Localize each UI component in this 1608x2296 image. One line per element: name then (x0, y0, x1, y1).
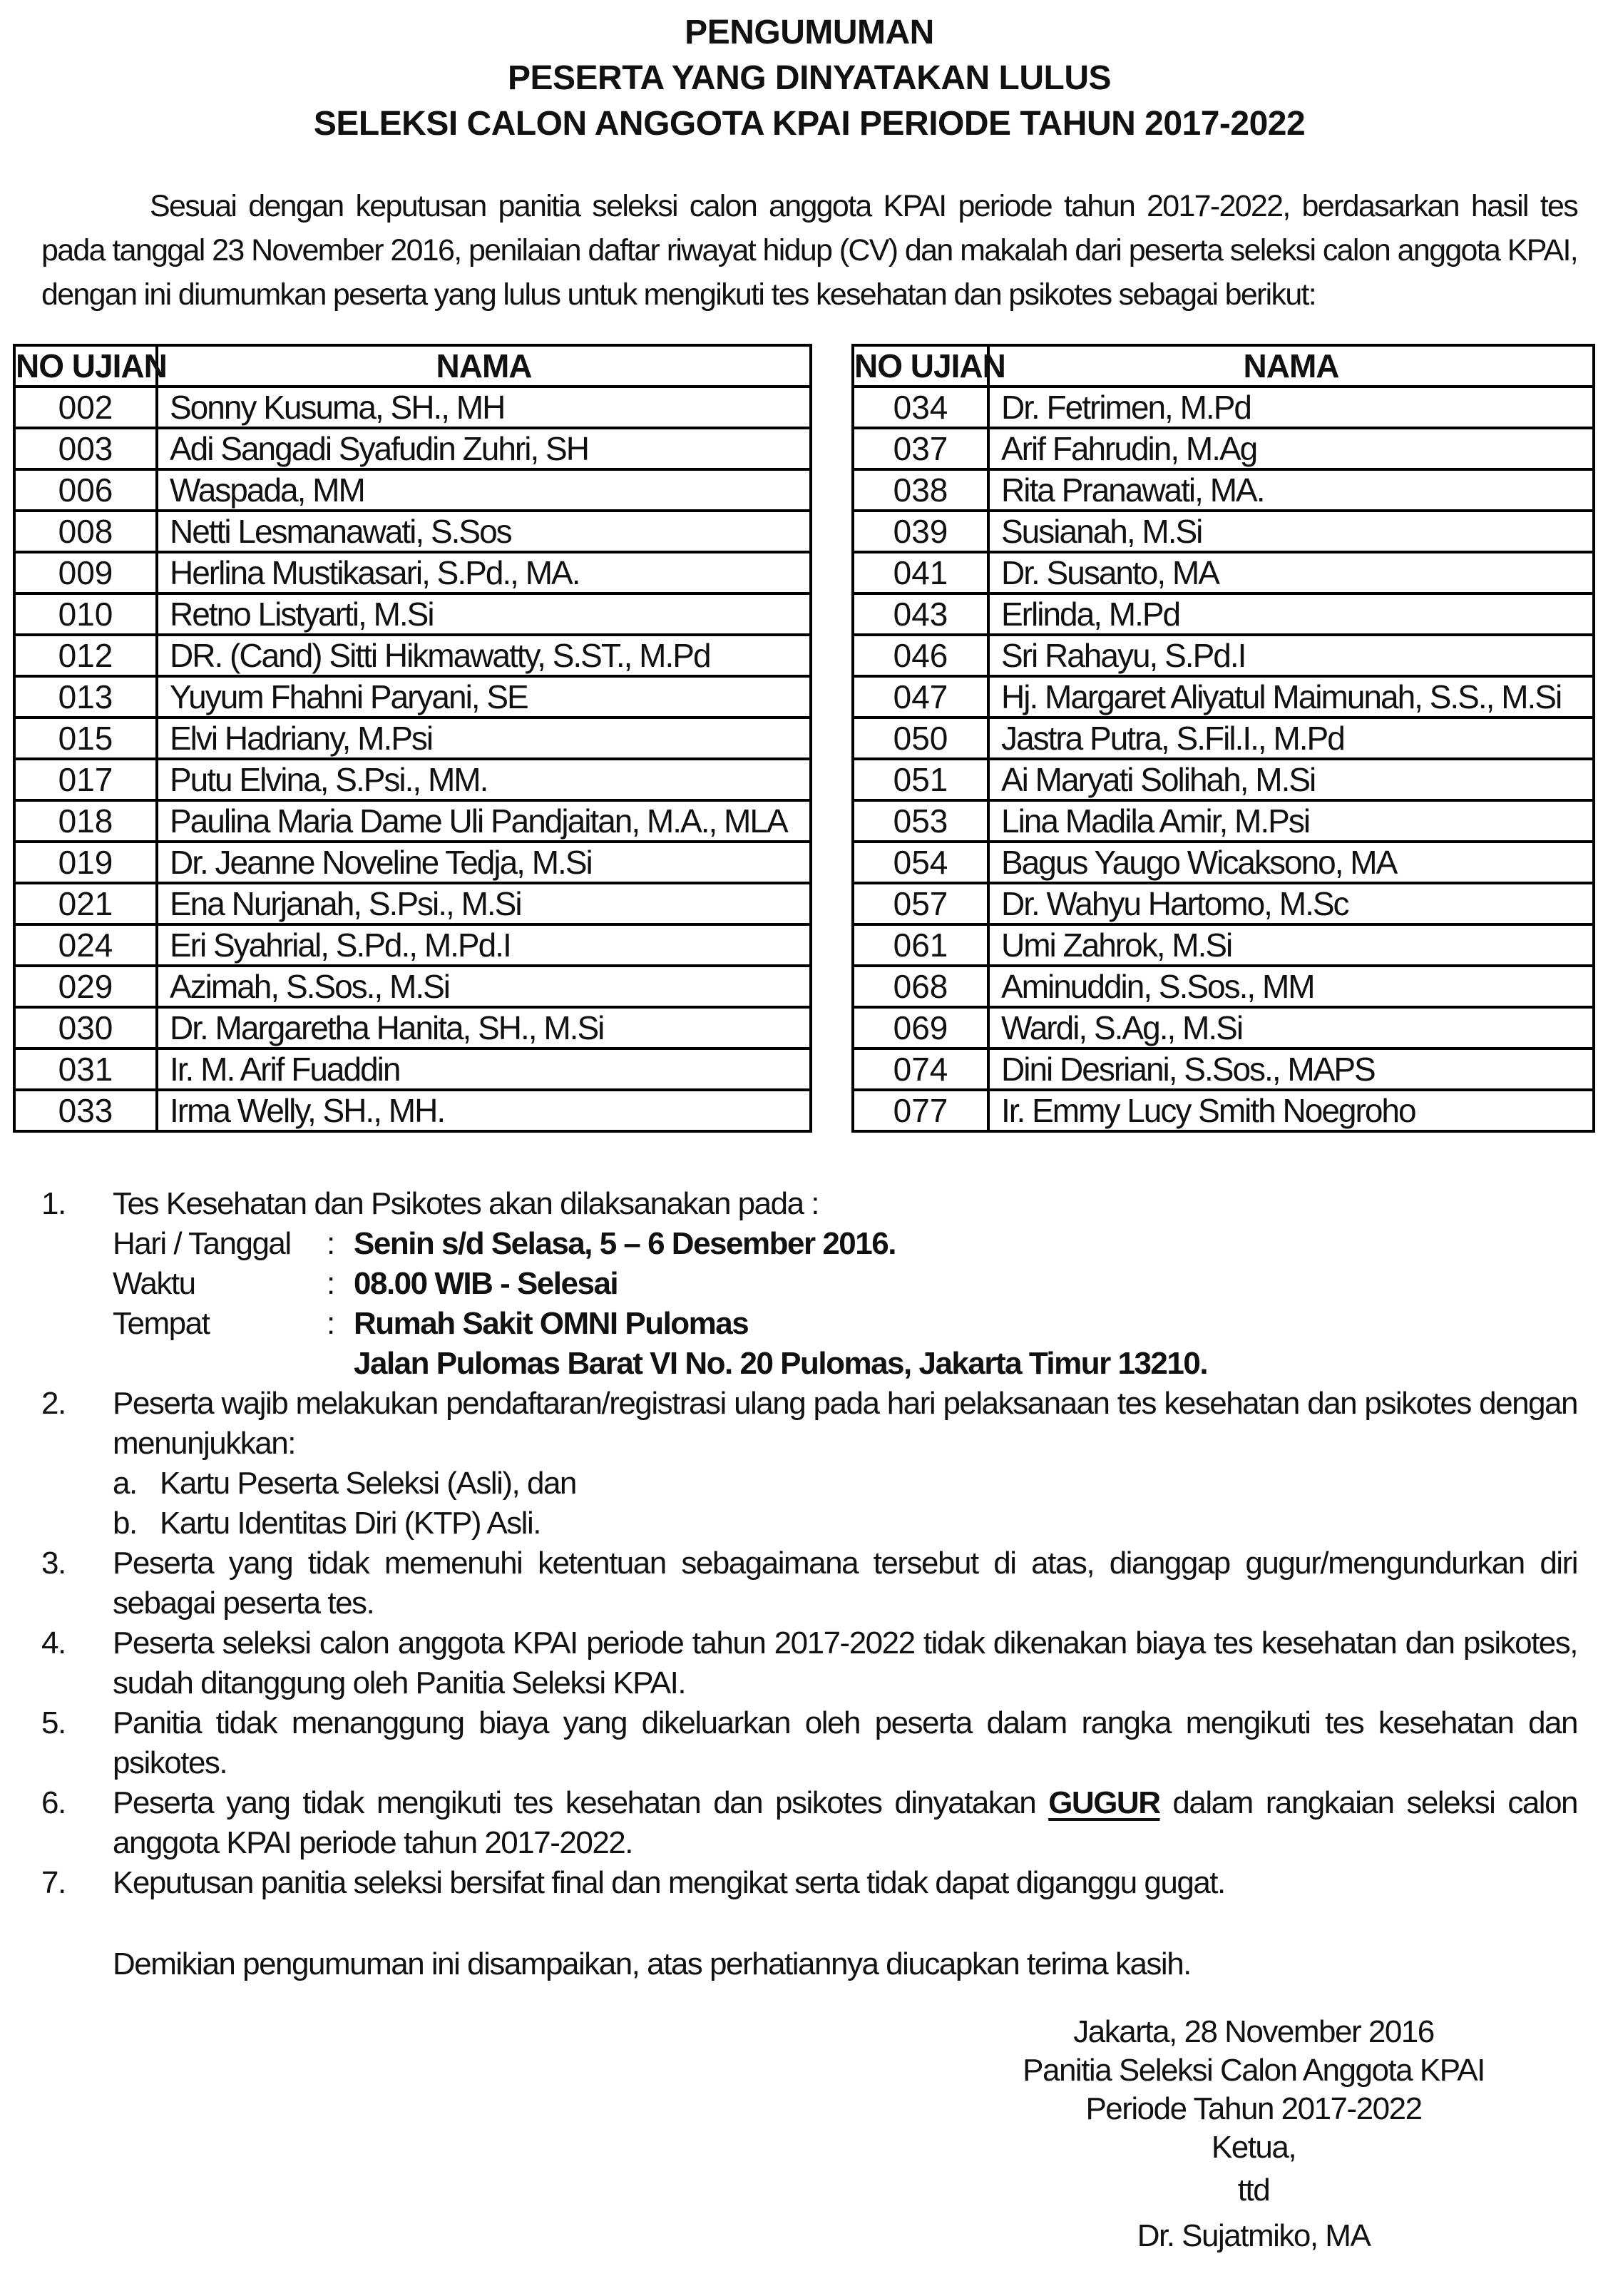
list-item-number: 7. (41, 1865, 66, 1900)
info-list (41, 1184, 1577, 1903)
participant-name-cell: Elvi Hadriany, M.Psi (157, 718, 811, 759)
participant-name-cell: Adi Sangadi Syafudin Zuhri, SH (157, 428, 811, 469)
exam-number-cell: 038 (853, 469, 988, 511)
table-row (14, 1090, 811, 1131)
participant-name-cell: Ir. M. Arif Fuaddin (157, 1048, 811, 1090)
table-row (853, 1048, 1594, 1090)
participant-name-cell: Netti Lesmanawati, S.Sos (157, 511, 811, 552)
exam-number-cell: 010 (14, 593, 157, 635)
participant-name-cell: Sonny Kusuma, SH., MH (157, 387, 811, 428)
list-item-number: 4. (41, 1626, 66, 1660)
list-item-number: 5. (41, 1705, 66, 1740)
participant-name-cell: Dr. Jeanne Noveline Tedja, M.Si (157, 842, 811, 883)
table-row (853, 842, 1594, 883)
list-item-5 (41, 1703, 1577, 1783)
table-header (14, 345, 811, 387)
schedule-value: 08.00 WIB - Selesai (354, 1266, 618, 1301)
exam-number-cell: 033 (14, 1090, 157, 1131)
schedule-label: Waktu (113, 1266, 195, 1301)
list-item-6 (41, 1783, 1577, 1863)
participant-name-cell: Azimah, S.Sos., M.Si (157, 966, 811, 1007)
participant-name-cell: Lina Madila Amir, M.Psi (988, 800, 1594, 842)
exam-number-cell: 024 (14, 924, 157, 966)
participant-name-cell: Susianah, M.Si (988, 511, 1594, 552)
list-item-3 (41, 1544, 1577, 1623)
participant-name-cell: Rita Pranawati, MA. (988, 469, 1594, 511)
table-row (853, 924, 1594, 966)
results-table-right (851, 344, 1595, 1133)
sub-item-a (113, 1464, 1577, 1504)
list-item-text: Peserta yang tidak memenuhi ketentuan sebagaimana tersebut di atas, dianggap gugur/mengundurkan diri sebagai peserta tes. (113, 1546, 1577, 1621)
results-table-left (13, 344, 812, 1133)
exam-number-cell: 074 (853, 1048, 988, 1090)
participant-name-cell: Dr. Fetrimen, M.Pd (988, 387, 1594, 428)
list-item-text-post: dalam rangkaian seleksi calon anggota KPAI periode tahun 2017-2022. (113, 1785, 1578, 1860)
participant-name-cell: Dr. Susanto, MA (988, 552, 1594, 593)
list-item-text: Keputusan panitia seleksi bersifat final dan mengikat serta tidak dapat diganggu gugat. (113, 1865, 1225, 1900)
exam-number-cell: 057 (853, 883, 988, 924)
table-row (853, 552, 1594, 593)
signature-line: Ketua, (1211, 2130, 1296, 2165)
participant-name-cell: Dr. Margaretha Hanita, SH., M.Si (157, 1007, 811, 1048)
table-row (14, 511, 811, 552)
sub-item-b (113, 1504, 1577, 1544)
participant-name-cell: Eri Syahrial, S.Pd., M.Pd.I (157, 924, 811, 966)
exam-number-cell: 009 (14, 552, 157, 593)
schedule-value: Jalan Pulomas Barat VI No. 20 Pulomas, Jakarta Timur 13210. (354, 1346, 1208, 1381)
list-item-text: Peserta seleksi calon anggota KPAI periode tahun 2017-2022 tidak dikenakan biaya tes kesehatan dan psikotes, sudah ditanggung oleh Panitia Seleksi KPAI. (113, 1626, 1577, 1700)
table-row (14, 883, 811, 924)
schedule-colon: : (327, 1226, 334, 1261)
schedule-colon: : (327, 1306, 334, 1341)
table-row (853, 800, 1594, 842)
table-row (853, 759, 1594, 800)
participant-name-cell: Yuyum Fhahni Paryani, SE (157, 676, 811, 718)
schedule-value: Rumah Sakit OMNI Pulomas (354, 1306, 749, 1341)
exam-number-cell: 002 (14, 387, 157, 428)
participant-name-cell: Jastra Putra, S.Fil.I., M.Pd (988, 718, 1594, 759)
table-header (853, 345, 1594, 387)
exam-number-cell: 030 (14, 1007, 157, 1048)
participant-name-cell: Umi Zahrok, M.Si (988, 924, 1594, 966)
list-item-1 (41, 1184, 1577, 1224)
table-row (14, 635, 811, 676)
table-row (14, 924, 811, 966)
exam-number-cell: 039 (853, 511, 988, 552)
table-row (14, 842, 811, 883)
exam-number-cell: 041 (853, 552, 988, 593)
participant-name-cell: Herlina Mustikasari, S.Pd., MA. (157, 552, 811, 593)
exam-number-cell: 031 (14, 1048, 157, 1090)
participant-name-cell: Ena Nurjanah, S.Psi., M.Si (157, 883, 811, 924)
participant-name-cell: Waspada, MM (157, 469, 811, 511)
title-line-3: SELEKSI CALON ANGGOTA KPAI PERIODE TAHUN 2017-2022 (313, 105, 1306, 143)
exam-number-cell: 043 (853, 593, 988, 635)
list-item-4 (41, 1623, 1577, 1703)
exam-number-cell: 050 (853, 718, 988, 759)
exam-number-cell: 053 (853, 800, 988, 842)
signature-line: Dr. Sujatmiko, MA (1137, 2218, 1371, 2253)
results-tables (13, 344, 1595, 1133)
table-row (853, 718, 1594, 759)
list-item-text: Peserta wajib melakukan pendaftaran/registrasi ulang pada hari pelaksanaan tes kesehatan dan psikotes dengan menunjukkan: (113, 1386, 1577, 1461)
table-row (14, 759, 811, 800)
participant-name-cell: Retno Listyarti, M.Si (157, 593, 811, 635)
table-row (14, 718, 811, 759)
schedule-colon: : (327, 1266, 334, 1301)
table-row (853, 469, 1594, 511)
table-row (14, 676, 811, 718)
sub-item-label: a. (113, 1466, 137, 1501)
participant-name-cell: Ir. Emmy Lucy Smith Noegroho (988, 1090, 1594, 1131)
exam-number-cell: 077 (853, 1090, 988, 1131)
table-row (14, 1048, 811, 1090)
schedule-label: Hari / Tanggal (113, 1226, 291, 1261)
participant-name-cell: Aminuddin, S.Sos., MM (988, 966, 1594, 1007)
sub-item-text: Kartu Identitas Diri (KTP) Asli. (160, 1506, 541, 1541)
intro-paragraph: Sesuai dengan keputusan panitia seleksi calon anggota KPAI periode tahun 2017-2022, berdasarkan hasil tes pada tanggal 23 November 2016, penilaian daftar riwayat hidup (CV) dan makalah dari peserta seleksi calon anggota KPAI, dengan ini diumumkan peserta yang lulus untuk mengikuti tes kesehatan dan psikotes sebagai berikut: (41, 189, 1577, 312)
signature-line: Jakarta, 28 November 2016 (1073, 2014, 1434, 2049)
schedule-row-hari (113, 1224, 1577, 1264)
exam-number-cell: 013 (14, 676, 157, 718)
gugur-emphasis: GUGUR (1048, 1785, 1160, 1820)
title-line-2: PESERTA YANG DINYATAKAN LULUS (507, 59, 1112, 97)
exam-number-cell: 021 (14, 883, 157, 924)
participant-name-cell: Hj. Margaret Aliyatul Maimunah, S.S., M.Si (988, 676, 1594, 718)
exam-number-cell: 037 (853, 428, 988, 469)
signature-line: Periode Tahun 2017-2022 (1085, 2091, 1422, 2126)
exam-number-cell: 018 (14, 800, 157, 842)
schedule-row-tempat (113, 1304, 1577, 1344)
exam-number-cell: 029 (14, 966, 157, 1007)
participant-name-cell: Irma Welly, SH., MH. (157, 1090, 811, 1131)
exam-number-cell: 003 (14, 428, 157, 469)
exam-number-cell: 019 (14, 842, 157, 883)
participant-name-cell: Dr. Wahyu Hartomo, M.Sc (988, 883, 1594, 924)
table-row (14, 552, 811, 593)
exam-number-cell: 051 (853, 759, 988, 800)
participant-name-cell: Putu Elvina, S.Psi., MM. (157, 759, 811, 800)
table-row (14, 593, 811, 635)
exam-number-cell: 034 (853, 387, 988, 428)
document-title (41, 10, 1577, 147)
schedule-label: Tempat (113, 1306, 210, 1341)
right-table-body (853, 387, 1594, 1131)
list-item-7 (41, 1863, 1577, 1903)
exam-number-cell: 068 (853, 966, 988, 1007)
table-row (14, 1007, 811, 1048)
table-row (853, 428, 1594, 469)
exam-number-cell: 006 (14, 469, 157, 511)
participant-name-cell: Paulina Maria Dame Uli Pandjaitan, M.A., MLA (157, 800, 811, 842)
list-item-text: Tes Kesehatan dan Psikotes akan dilaksanakan pada : (113, 1186, 819, 1221)
table-row (14, 387, 811, 428)
table-row (14, 469, 811, 511)
exam-number-cell: 012 (14, 635, 157, 676)
participant-name-cell: Arif Fahrudin, M.Ag (988, 428, 1594, 469)
participant-name-cell: Sri Rahayu, S.Pd.I (988, 635, 1594, 676)
table-row (853, 1090, 1594, 1131)
table-row (853, 635, 1594, 676)
schedule-value: Senin s/d Selasa, 5 – 6 Desember 2016. (354, 1226, 896, 1261)
table-row (853, 387, 1594, 428)
list-item-text (113, 1783, 1577, 1863)
list-item-2 (41, 1384, 1577, 1464)
table-row (853, 511, 1594, 552)
schedule-label (113, 1344, 327, 1384)
table-row (853, 593, 1594, 635)
nama-header: NAMA (988, 345, 1594, 387)
list-item-number: 3. (41, 1546, 66, 1581)
schedule-colon (327, 1344, 354, 1384)
schedule-row-alamat (113, 1344, 1577, 1384)
participant-name-cell: Bagus Yaugo Wicaksono, MA (988, 842, 1594, 883)
exam-number-cell: 047 (853, 676, 988, 718)
nama-header: NAMA (157, 345, 811, 387)
no-ujian-header: NO UJIAN (853, 345, 988, 387)
exam-number-cell: 069 (853, 1007, 988, 1048)
participant-name-cell: Wardi, S.Ag., M.Si (988, 1007, 1594, 1048)
exam-number-cell: 061 (853, 924, 988, 966)
header-row (14, 345, 811, 387)
signature-line: ttd (1237, 2173, 1270, 2208)
table-row (14, 800, 811, 842)
participant-name-cell: Ai Maryati Solihah, M.Si (988, 759, 1594, 800)
list-item-number: 2. (41, 1386, 66, 1421)
signature-line: Panitia Seleksi Calon Anggota KPAI (1023, 2053, 1485, 2088)
list-item-number: 1. (41, 1186, 66, 1221)
header-row (853, 345, 1594, 387)
exam-number-cell: 015 (14, 718, 157, 759)
table-row (853, 1007, 1594, 1048)
participant-name-cell: DR. (Cand) Sitti Hikmawatty, S.ST., M.Pd (157, 635, 811, 676)
no-ujian-header: NO UJIAN (14, 345, 157, 387)
table-row (14, 428, 811, 469)
sub-item-label: b. (113, 1506, 137, 1541)
list-item-text: Panitia tidak menanggung biaya yang dikeluarkan oleh peserta dalam rangka mengikuti tes kesehatan dan psikotes. (113, 1705, 1577, 1780)
sub-item-text: Kartu Peserta Seleksi (Asli), dan (160, 1466, 576, 1501)
signature-block (990, 2013, 1517, 2255)
schedule-row-waktu (113, 1264, 1577, 1304)
left-table-body (14, 387, 811, 1131)
table-row (853, 966, 1594, 1007)
exam-number-cell: 008 (14, 511, 157, 552)
list-item-number: 6. (41, 1785, 66, 1820)
closing-paragraph: Demikian pengumuman ini disampaikan, atas perhatiannya diucapkan terima kasih. (113, 1947, 1191, 1981)
table-row (853, 676, 1594, 718)
table-row (853, 883, 1594, 924)
title-line-1: PENGUMUMAN (685, 14, 934, 51)
participant-name-cell: Erlinda, M.Pd (988, 593, 1594, 635)
exam-number-cell: 046 (853, 635, 988, 676)
table-row (14, 966, 811, 1007)
participant-name-cell: Dini Desriani, S.Sos., MAPS (988, 1048, 1594, 1090)
list-item-text-pre: Peserta yang tidak mengikuti tes kesehatan dan psikotes dinyatakan (113, 1785, 1049, 1820)
exam-number-cell: 017 (14, 759, 157, 800)
exam-number-cell: 054 (853, 842, 988, 883)
